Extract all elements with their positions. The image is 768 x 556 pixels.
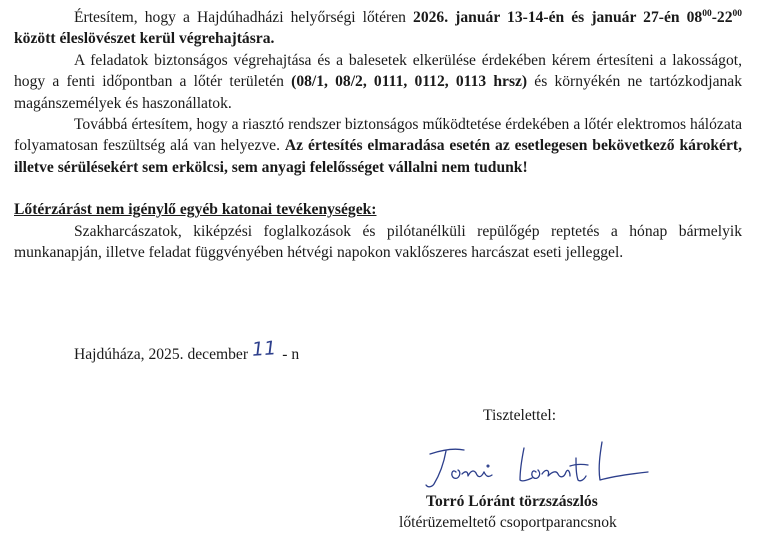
place-date: Hajdúháza, 2025. december 11 - n bbox=[74, 337, 300, 363]
handwritten-signature bbox=[424, 428, 660, 492]
notice-paragraph-3: Továbbá értesítem, hogy a riasztó rendszer biztonságos működtetése érdekében a lőtér elektromos hálózata folyamatosan feszültség alá van helyezve. Az értesítés elmaradása esetén az esetlegesen bekövetkező károkért, illetve sérülésekért sem erkölcsi, sem anyagi felelősséget vállalni nem tudunk! bbox=[14, 116, 742, 176]
lot-numbers: (08/1, 08/2, 0111, 0112, 0113 hrsz) bbox=[291, 73, 528, 91]
p1-intro-text: Értesítem, hogy a Hajdúhadházi helyőrségi lőtéren bbox=[74, 9, 414, 26]
notice-document bbox=[14, 7, 742, 263]
closing-greeting: Tisztelettel: bbox=[483, 407, 557, 424]
p1-dates: 2026. január 13-14-én és január 27-én $08^{00}-22^{00}$ között éleslövészet kerül végrehajtásra. bbox=[14, 9, 743, 48]
activities-text: Szakharcászatok, kiképzési foglalkozások és pilótanélküli repülőgép reptetés a hónap bármelyik munkanapján, illetve feladat függvényében hétvégi napokon vaklőszeres harcászat eseti jelleggel. bbox=[14, 222, 742, 262]
signer-name: Torró Lóránt törzszászlós bbox=[426, 493, 598, 510]
signer-title: lőtérüzemeltető csoportparancsnok bbox=[399, 514, 617, 531]
liability-warning: Az értesítés elmaradása esetén az esetlegesen bekövetkező károkért, illetve sérülésekért sem erkölcsi, sem anyagi felelősséget vállalni nem tudunk! bbox=[14, 137, 742, 176]
activities-heading: Lőtérzárást nem igénylő egyéb katonai tevékenységek: bbox=[14, 201, 377, 219]
handwritten-day: 11 bbox=[251, 337, 277, 361]
notice-paragraph-2: A feladatok biztonságos végrehajtása és a balesetek elkerülése érdekében kérem értesíteni a lakosságot, hogy a fenti időpontban a lőtér területén (08/1, 08/2, 0111, 0112, 0113 hrsz) és környékén ne tartózkodjanak magánszemélyek és haszonállatok. bbox=[14, 51, 743, 112]
notice-paragraph-1 bbox=[14, 7, 742, 50]
